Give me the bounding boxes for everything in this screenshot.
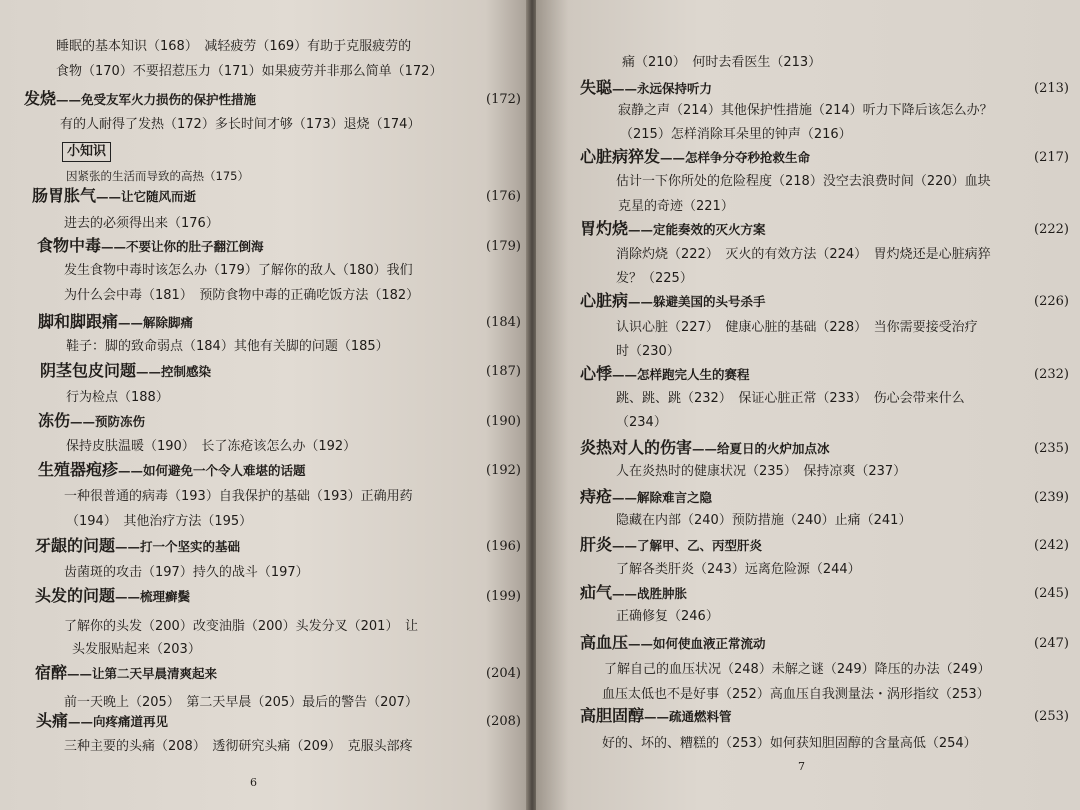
section-subtitle: 控制感染 [161, 364, 212, 379]
section-page-number: (184) [486, 315, 521, 330]
toc-subentry-line: （194） 其他治疗方法（195） [66, 514, 253, 529]
toc-subentry-line: 发生食物中毒时该怎么办（179）了解你的敌人（180）我们 [64, 263, 413, 278]
section-title: 高血压 [580, 633, 629, 652]
section-page-number: (239) [1034, 490, 1069, 505]
section-page-number: (247) [1034, 636, 1069, 651]
section-title: 肝炎 [580, 535, 613, 554]
right-page [536, 0, 1080, 810]
section-dash: —— [612, 586, 638, 601]
section-subtitle: 给夏日的火炉加点冰 [717, 441, 830, 456]
toc-section-heading [580, 584, 687, 603]
section-subtitle: 解除脚痛 [143, 315, 194, 330]
toc-subentry-line: 睡眠的基本知识（168） 减轻疲劳（169）有助于克服疲劳的 [56, 39, 412, 54]
section-subtitle: 如何避免一个令人难堪的话题 [143, 463, 306, 478]
section-title: 心脏病猝发 [580, 147, 661, 166]
toc-section-heading [580, 536, 762, 555]
section-dash: —— [644, 709, 670, 724]
section-subtitle: 解除难言之隐 [637, 490, 713, 505]
toc-subentry-line: 估计一下你所处的危险程度（218）没空去浪费时间（220）血块 [616, 174, 991, 189]
toc-subentry-line: 寂静之声（214）其他保护性措施（214）听力下降后该怎么办？ [618, 103, 993, 118]
section-title: 食物中毒 [37, 236, 102, 255]
toc-subentry-line: 了解各类肝炎（243）远离危险源（244） [616, 562, 861, 577]
section-subtitle: 疏通燃料管 [669, 709, 732, 724]
section-dash: —— [115, 589, 141, 604]
section-subtitle: 让第二天早晨清爽起来 [92, 666, 218, 681]
toc-subentry-line: 克星的奇迹（221） [618, 199, 734, 214]
section-page-number: (196) [486, 539, 521, 554]
tip-box-label: 小知识 [62, 142, 111, 162]
section-title: 痔疮 [580, 487, 613, 506]
section-page-number: (176) [486, 189, 521, 204]
section-page-number: (226) [1034, 294, 1069, 309]
toc-subentry-line: 三种主要的头痛（208） 透彻研究头痛（209） 克服头部疼 [64, 739, 413, 754]
section-subtitle: 向疼痛道再见 [93, 714, 169, 729]
section-subtitle: 如何使血液正常流动 [653, 636, 766, 651]
section-dash: —— [101, 239, 127, 254]
section-subtitle: 怎样跑完人生的赛程 [637, 367, 750, 382]
section-dash: —— [612, 81, 638, 96]
section-subtitle: 预防冻伤 [95, 414, 146, 429]
section-subtitle: 不要让你的肚子翻江倒海 [126, 239, 264, 254]
section-page-number: (208) [486, 714, 521, 729]
section-page-number: (253) [1034, 709, 1069, 724]
section-subtitle: 免受友军火力损伤的保护性措施 [81, 92, 257, 107]
section-dash: —— [628, 222, 654, 237]
section-page-number: (245) [1034, 586, 1069, 601]
toc-section-heading [38, 313, 193, 332]
toc-section-heading [580, 707, 732, 726]
toc-section-heading [580, 148, 810, 167]
toc-subentry-line: 跳、跳、跳（232） 保证心脏正常（233） 伤心会带来什么 [616, 391, 965, 406]
section-subtitle: 让它随风而逝 [121, 189, 197, 204]
section-subtitle: 了解甲、乙、丙型肝炎 [637, 538, 763, 553]
toc-subentry-line: 认识心脏（227） 健康心脏的基础（228） 当你需要接受治疗 [616, 320, 978, 335]
toc-subentry-line: 齿菌斑的攻击（197）持久的战斗（197） [64, 565, 309, 580]
section-dash: —— [56, 92, 82, 107]
toc-subentry-line: 正确修复（246） [616, 609, 719, 624]
toc-section-heading [580, 488, 712, 507]
toc-section-heading [580, 439, 830, 458]
section-page-number: (192) [486, 463, 521, 478]
toc-section-heading [35, 537, 240, 556]
toc-subentry-line: 人在炎热时的健康状况（235） 保持凉爽（237） [616, 464, 907, 479]
section-dash: —— [612, 490, 638, 505]
section-title: 肠胃胀气 [32, 186, 97, 205]
section-page-number: (199) [486, 589, 521, 604]
left-page [0, 0, 528, 810]
section-subtitle: 永远保持听力 [637, 81, 713, 96]
section-page-number: (187) [486, 364, 521, 379]
section-subtitle: 定能奏效的灭火方案 [653, 222, 766, 237]
section-page-number: (190) [486, 414, 521, 429]
section-page-number: (222) [1034, 222, 1069, 237]
toc-subentry-line: （234） [616, 415, 667, 430]
section-dash: —— [628, 636, 654, 651]
toc-section-heading [580, 634, 766, 653]
section-dash: —— [136, 364, 162, 379]
section-dash: —— [692, 441, 718, 456]
section-subtitle: 躲避美国的头号杀手 [653, 294, 766, 309]
section-title: 头发的问题 [35, 586, 116, 605]
section-page-number: (242) [1034, 538, 1069, 553]
section-subtitle: 战胜肿胀 [637, 586, 688, 601]
toc-section-heading [24, 90, 256, 109]
toc-section-heading [580, 220, 766, 239]
toc-section-heading [37, 237, 264, 256]
toc-subentry-line: 头发服贴起来（203） [72, 642, 201, 657]
section-title: 心脏病 [580, 291, 629, 310]
section-dash: —— [118, 463, 144, 478]
section-dash: —— [67, 666, 93, 681]
toc-section-heading [38, 461, 306, 480]
toc-subentry-line: 发？（225） [616, 271, 693, 286]
toc-subentry-line: 有的人耐得了发热（172）多长时间才够（173）退烧（174） [60, 117, 421, 132]
toc-subentry-line: 食物（170）不要招惹压力（171）如果疲劳并非那么简单（172） [56, 64, 443, 79]
section-subtitle: 怎样争分夺秒抢救生命 [685, 150, 811, 165]
toc-subentry-line: 前一天晚上（205） 第二天早晨（205）最后的警告（207） [64, 695, 418, 710]
section-dash: —— [115, 539, 141, 554]
toc-subentry-line: 好的、坏的、糟糕的（253）如何获知胆固醇的含量高低（254） [602, 736, 977, 751]
section-title: 疝气 [580, 583, 613, 602]
section-page-number: (172) [486, 92, 521, 107]
toc-subentry-line: 一种很普通的病毒（193）自我保护的基础（193）正确用药 [64, 489, 413, 504]
section-page-number: (179) [486, 239, 521, 254]
toc-section-heading [35, 664, 217, 683]
section-page-number: (204) [486, 666, 521, 681]
section-dash: —— [660, 150, 686, 165]
section-dash: —— [68, 714, 94, 729]
toc-section-heading [36, 712, 168, 731]
section-title: 失聪 [580, 78, 613, 97]
section-title: 生殖器疱疹 [38, 460, 119, 479]
section-title: 阴茎包皮问题 [40, 361, 137, 380]
toc-section-heading [580, 292, 766, 311]
toc-section-heading [32, 187, 196, 206]
toc-subentry-line: 痛（210） 何时去看医生（213） [622, 55, 822, 70]
toc-subentry-line: 了解自己的血压状况（248）未解之谜（249）降压的办法（249） [604, 662, 991, 677]
toc-subentry-line: 时（230） [616, 344, 680, 359]
toc-subentry-line: 保持皮肤温暖（190） 长了冻疮该怎么办（192） [66, 439, 357, 454]
section-title: 牙龈的问题 [35, 536, 116, 555]
section-title: 脚和脚跟痛 [38, 312, 119, 331]
toc-section-heading [35, 587, 190, 606]
section-dash: —— [612, 367, 638, 382]
toc-section-heading [580, 79, 712, 98]
toc-subentry-line: 血压太低也不是好事（252）高血压自我测量法・涡形指纹（253） [602, 687, 990, 702]
section-dash: —— [628, 294, 654, 309]
section-page-number: (235) [1034, 441, 1069, 456]
section-dash: —— [118, 315, 144, 330]
toc-subentry-line: 了解你的头发（200）改变油脂（200）头发分叉（201） 让 [64, 619, 418, 634]
section-page-number: (213) [1034, 81, 1069, 96]
toc-section-heading [40, 362, 211, 381]
section-title: 心悸 [580, 364, 613, 383]
toc-subentry-line: 鞋子：脚的致命弱点（184）其他有关脚的问题（185） [66, 339, 389, 354]
page-folio: 6 [250, 776, 257, 789]
section-title: 冻伤 [38, 411, 71, 430]
tip-note-line: 因紧张的生活而导致的高热（175） [66, 169, 249, 183]
toc-subentry-line: 进去的必须得出来（176） [64, 216, 219, 231]
section-dash: —— [70, 414, 96, 429]
section-title: 发烧 [24, 89, 57, 108]
section-subtitle: 打一个坚实的基础 [140, 539, 241, 554]
page-folio: 7 [798, 760, 805, 773]
toc-subentry-line: 隐藏在内部（240）预防措施（240）止痛（241） [616, 513, 912, 528]
section-dash: —— [612, 538, 638, 553]
section-title: 头痛 [36, 711, 69, 730]
section-title: 宿醉 [35, 663, 68, 682]
section-dash: —— [96, 189, 122, 204]
section-title: 高胆固醇 [580, 706, 645, 725]
toc-subentry-line: 为什么会中毒（181） 预防食物中毒的正确吃饭方法（182） [64, 288, 420, 303]
section-title: 炎热对人的伤害 [580, 438, 693, 457]
section-page-number: (217) [1034, 150, 1069, 165]
section-title: 胃灼烧 [580, 219, 629, 238]
toc-section-heading [580, 365, 750, 384]
toc-subentry-line: （215）怎样消除耳朵里的钟声（216） [620, 127, 852, 142]
toc-subentry-line: 消除灼烧（222） 灭火的有效方法（224） 胃灼烧还是心脏病猝 [616, 247, 991, 262]
toc-section-heading [38, 412, 145, 431]
section-page-number: (232) [1034, 367, 1069, 382]
toc-subentry-line: 行为检点（188） [66, 390, 169, 405]
section-subtitle: 梳理癣鬓 [140, 589, 191, 604]
